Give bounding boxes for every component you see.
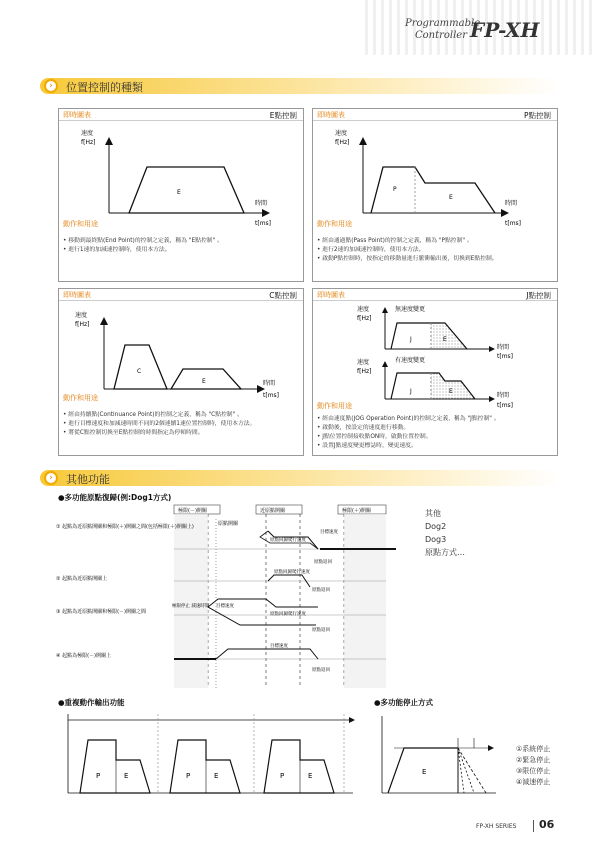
- x-unit: t[ms]: [505, 220, 522, 227]
- y-label: 速度: [335, 130, 348, 137]
- chart-tag: 即時圖表: [317, 291, 345, 299]
- chart-tag: 即時圖表: [317, 111, 345, 119]
- origin-return-label-2: 原點返回: [312, 588, 330, 593]
- section2-title: 其他功能: [66, 473, 110, 486]
- origin-return-title: ●多功能原點復歸(例:Dog1方式): [58, 493, 172, 502]
- chart-tag: 即時圖表: [63, 291, 91, 299]
- case-2: ② 起點為近原點開關上: [56, 576, 108, 582]
- footer-series: FP-XH SERIES: [476, 823, 517, 830]
- creep-speed-label-3: 原點回歸爬行速度: [270, 612, 306, 617]
- repeat-diagram: [58, 708, 358, 800]
- origin-return-label: 原點返回: [314, 560, 332, 565]
- y-unit: f[Hz]: [75, 321, 90, 328]
- case-3: ③ 起點為近原點開關和極限(－)開關之間: [56, 609, 146, 615]
- panel-title: E點控制: [269, 111, 297, 120]
- repeat-title: ●重複動作輸出功能: [58, 698, 125, 707]
- x-label: 時間: [505, 200, 518, 207]
- x-label: 時間: [255, 200, 268, 207]
- target-speed-label-4: 目標速度: [270, 644, 288, 649]
- e-label-3: E: [308, 772, 313, 780]
- x-unit: t[ms]: [263, 392, 280, 399]
- origin-return-label-4: 原點返回: [312, 668, 330, 673]
- p-label-2: P: [186, 772, 191, 780]
- panel-j-control: [312, 288, 558, 456]
- y-label: 速度: [75, 312, 88, 319]
- brand-model: FP-XH: [470, 18, 540, 42]
- y-unit-upper: f[Hz]: [357, 315, 372, 322]
- y-unit: f[Hz]: [335, 139, 350, 146]
- brand-line2: Controller: [414, 30, 467, 41]
- case-4: ④ 起點為極限(－)開關上: [56, 653, 111, 659]
- notes: • 經由速度點(JOG Operation Point)的控制之定義，稱為 "J點控制" 。 • 啟動後，按設定的速度進行移動。 • J點位置控制接收點ON時，啟動位置控制。 • 設置J點速度變更標誌時，變更速度。: [317, 415, 500, 451]
- x-label-upper: 時間: [497, 344, 510, 351]
- origin-switch-label: 原點開關: [218, 521, 239, 527]
- panel-c-control: [58, 288, 304, 456]
- x-unit-upper: t[ms]: [497, 353, 514, 360]
- notes: • 移動到最終點(End Point)的控制之定義，稱為 "E點控制" 。 • 進行1速的加減速控制時，使用本方法。: [63, 237, 223, 255]
- e-control-chart: [59, 121, 303, 229]
- stop-diagram: [374, 708, 504, 800]
- origin-return-diagram: [56, 503, 420, 693]
- p-label-3: P: [280, 772, 285, 780]
- origin-return-label-3: 原點返回: [312, 628, 330, 633]
- y-label: 速度: [81, 130, 94, 137]
- y-label-lower: 速度: [357, 359, 370, 366]
- y-label-upper: 速度: [357, 306, 370, 313]
- p-control-chart: [313, 121, 557, 229]
- y-unit-lower: f[Hz]: [357, 368, 372, 375]
- panel-p-control: [312, 108, 558, 282]
- stop-e-label: E: [422, 768, 427, 776]
- panel-title: C點控制: [269, 291, 297, 300]
- p-label-1: P: [96, 772, 101, 780]
- section-arrow-icon: ›: [44, 79, 58, 93]
- section1-title: 位置控制的種類: [66, 81, 143, 94]
- lower-caption: 有速度變更: [395, 357, 426, 364]
- target-speed-label-3: 目標速度: [216, 604, 234, 609]
- page-number: 06: [539, 818, 555, 831]
- j-control-chart: [313, 301, 557, 409]
- footer-divider: [533, 820, 534, 832]
- section2-bar: [40, 470, 560, 486]
- x-label-lower: 時間: [497, 392, 510, 399]
- panel-title: P點控制: [523, 111, 551, 120]
- usage-tag: 動作和用途: [63, 220, 98, 228]
- segment-label-e: E: [449, 194, 453, 201]
- stop-title: ●多功能停止方式: [374, 698, 434, 707]
- target-speed-label: 目標速度: [320, 530, 338, 535]
- x-label: 時間: [263, 380, 276, 387]
- chart-tag: 即時圖表: [63, 111, 91, 119]
- segment-label-e-lower: E: [449, 388, 453, 395]
- usage-tag: 動作和用途: [63, 394, 98, 402]
- usage-tag: 動作和用途: [317, 402, 352, 410]
- segment-label-p: P: [393, 186, 397, 193]
- other-methods: 其他 Dog2 Dog3 原點方式…: [425, 509, 465, 557]
- creep-speed-label: 原點回歸爬行速度: [270, 538, 306, 543]
- segment-label: E: [177, 189, 181, 196]
- e-label-1: E: [124, 772, 129, 780]
- limit-decel-label: 極限停止 減速時間: [172, 604, 210, 609]
- x-unit-lower: t[ms]: [497, 402, 514, 409]
- notes: • 經由通過點(Pass Point)的控制之定義，稱為 "P點控制" 。 • 進行2速的加減速控制時，使用本方法。 • 啟動P點控制時，按指定的移動量進行脈衝輸出後，切換到E點控制。: [317, 237, 498, 264]
- case-1: ① 起點為近原點開關和極限(＋)開關之間(包括極限(＋)開關上): [56, 524, 194, 530]
- zone-mid: 近原點開關: [260, 508, 286, 514]
- x-unit: t[ms]: [255, 220, 272, 227]
- segment-label-j-upper: J: [410, 336, 412, 343]
- usage-tag: 動作和用途: [317, 220, 352, 228]
- segment-label-j-lower: J: [410, 388, 412, 395]
- creep-speed-label-2: 原點回歸爬行速度: [274, 570, 310, 575]
- notes: • 經由持續點(Continuance Point)的控制之定義，稱為 "C點控制" 。 • 進行目標速度和加減速時間不同的2個連續1速位置控制時，使用本方法。 • 將從C點控制切換至E點控制的時間指定為停頓時間。: [63, 411, 255, 438]
- segment-label-c: C: [137, 368, 142, 375]
- panel-title: J點控制: [526, 291, 551, 300]
- stop-method-list: ①系統停止 ②緊急停止 ③限位停止 ④減速停止: [516, 745, 551, 786]
- brand-line1: Programmable: [405, 18, 481, 29]
- zone-left: 極限(－)開關: [178, 508, 207, 514]
- section-arrow-icon: ›: [44, 471, 58, 485]
- segment-label-e-upper: E: [443, 336, 447, 343]
- segment-label-e: E: [202, 378, 206, 385]
- y-unit: f[Hz]: [81, 139, 96, 146]
- e-label-2: E: [214, 772, 219, 780]
- upper-caption: 無速度變更: [395, 306, 426, 313]
- panel-e-control: [58, 108, 304, 282]
- c-control-chart: [59, 301, 303, 407]
- zone-right: 極限(＋)開關: [342, 508, 371, 514]
